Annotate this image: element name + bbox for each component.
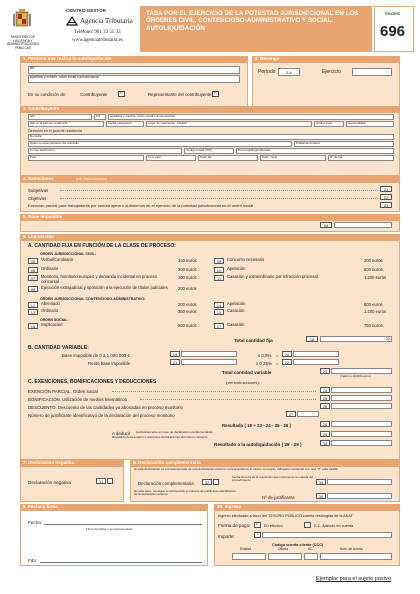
box-29[interactable]: 29 xyxy=(320,431,330,437)
eq1: = xyxy=(276,353,279,358)
amount-code[interactable] xyxy=(254,532,261,538)
base1-field[interactable] xyxy=(181,351,237,357)
agency-name: Agencia Tributaria xyxy=(80,17,133,25)
label: R xyxy=(214,91,217,95)
box-14[interactable]: 14 xyxy=(214,302,224,308)
social-item-16-label: Suplicación xyxy=(41,322,63,327)
contributor-nif[interactable] xyxy=(28,114,92,120)
ministry-name: MINISTERIO DE HACIENDA Y ADMINISTRACIONES PÚBLICAS xyxy=(7,35,39,51)
declarant-name-field[interactable] xyxy=(28,75,240,83)
zip-code[interactable] xyxy=(184,148,234,154)
nationality[interactable] xyxy=(346,121,394,127)
contencioso-heading: ORDEN JURISDICCIONAL CONTENCIOSO-ADMINISTRATIVO: xyxy=(40,297,146,301)
copy-label: Ejemplar para el sujeto pasivo xyxy=(316,576,391,582)
label: País xyxy=(30,155,37,159)
label: Población/Ciudad xyxy=(296,141,320,145)
label: 00 xyxy=(385,336,390,341)
contributor-checkbox[interactable] xyxy=(118,91,125,97)
entity-label: Entidad xyxy=(240,547,251,551)
aeat-logo-icon xyxy=(66,16,78,26)
label: I xyxy=(257,532,258,536)
case-text: En este caso, consigne a continuación el número de justificante identificativo de la declaración anterior xyxy=(134,489,236,497)
label: NIF en el país de residencia xyxy=(30,121,68,125)
box-05[interactable]: 05 xyxy=(28,258,38,264)
period-field[interactable] xyxy=(278,68,300,76)
social-item-17-label: Casación xyxy=(227,322,245,327)
amount-label: Importe: xyxy=(218,534,235,539)
dots xyxy=(60,198,378,199)
label: Código postal (ZIP) xyxy=(186,148,212,152)
eq2: = xyxy=(276,361,279,366)
justif-label: Número de justificante identificativo de la declaración del proceso monitorio xyxy=(28,413,175,418)
total-fixed-label: Total cantidad fija xyxy=(234,338,273,343)
box-26-field[interactable] xyxy=(331,403,392,409)
civil-item-08-label: Ejecución extrajudicial y oposición a la ejecución de títulos judiciales xyxy=(41,285,168,290)
title-block xyxy=(140,6,372,52)
box-02[interactable]: 02 xyxy=(380,194,392,200)
box-27-field[interactable] xyxy=(297,411,319,417)
city[interactable] xyxy=(294,141,394,147)
box-22-field[interactable] xyxy=(293,359,339,365)
year-label: Ejercicio xyxy=(322,69,341,75)
box-26[interactable]: 26 xyxy=(320,403,330,409)
max-note: (máximo 10.000 euros) xyxy=(340,374,371,378)
box-28[interactable]: 28 xyxy=(320,421,330,427)
civil-item-11-label: Casación y extraordinario por infracción procesal xyxy=(227,274,318,279)
website: www.agenciatributaria.es xyxy=(72,38,123,43)
justif-number-label: Nº de justificante xyxy=(262,495,295,500)
box-03[interactable]: 03 xyxy=(380,202,392,208)
phone: Teléfono: 901 33 55 33 xyxy=(74,30,121,35)
box-28-field[interactable] xyxy=(331,421,392,427)
box-25-field[interactable] xyxy=(331,395,392,401)
birth-date[interactable] xyxy=(106,121,144,127)
contributor-fj[interactable] xyxy=(94,114,106,120)
section-2-header: 2. Devengo xyxy=(252,56,400,62)
payment-method-label: Forma de pago: xyxy=(218,523,251,528)
signature-label: Firma del titular o su representante xyxy=(86,527,133,531)
spain-crest-icon xyxy=(10,8,34,32)
cont-item-14-label: Apelación xyxy=(227,301,246,306)
box-09[interactable]: 09 xyxy=(214,258,224,264)
box-08[interactable]: 08 xyxy=(28,286,38,292)
debit-label: E.C. Adeudo en cuenta xyxy=(314,524,354,528)
dc-label: DC xyxy=(308,547,313,551)
box-12[interactable]: 12 xyxy=(28,302,38,308)
section-7-header: 7. Declaración negativa xyxy=(20,460,124,466)
discount-label: DESCUENTO. Descuento de las cantidades ya abonadas en proceso monitorio xyxy=(28,405,183,410)
form-title: TASA POR EL EJERCICIO DE LA POTESTAD JURISDICCIONAL EN LOS ÓRDENES CIVIL, CONTENCIOSO-ADMINISTRATIVO Y SOCIAL. AUTOLIQUIDACIÓN xyxy=(146,10,359,32)
cont-item-15-label: Casación xyxy=(227,308,245,313)
firmness-label: Fecha firmeza de la resolución que incremente la cuantía del procedimiento xyxy=(232,475,314,483)
address-heading: Dirección en el país de residencia xyxy=(28,129,82,133)
representative-checkbox[interactable] xyxy=(212,91,219,97)
box-07[interactable]: 07 xyxy=(28,275,38,281)
cont-item-14-amount: 800 euros xyxy=(364,302,383,307)
label: E xyxy=(256,522,259,526)
email[interactable] xyxy=(28,148,182,154)
result-label: Resultado ( 18 + 23 - 24 - 25 - 26 ) xyxy=(222,423,291,428)
box-24-field[interactable] xyxy=(331,387,392,393)
section-8-header: 8. Declaración complementaria xyxy=(130,460,400,466)
section-9-panel xyxy=(20,510,208,566)
representative-label: Representante del contribuyente xyxy=(148,92,212,97)
civil-item-06-amount: 300 euros xyxy=(178,266,197,272)
label: Nacionalidad xyxy=(348,121,366,125)
civil-item-06-label: Ordinario xyxy=(41,265,59,271)
model-number: 696 xyxy=(380,23,406,40)
civil-item-11-amount: 1.200 euros xyxy=(364,275,387,280)
box-30[interactable]: 30 xyxy=(320,440,330,446)
deduct-label: A deducir xyxy=(112,431,131,436)
section-b-title: B. CANTIDAD VARIABLE: xyxy=(28,345,89,351)
box-16[interactable]: 16 xyxy=(28,323,38,329)
country-code-2[interactable] xyxy=(146,155,196,161)
signed-label: Fdo: xyxy=(28,558,38,563)
dots xyxy=(112,391,316,392)
civil-item-09-label: Concurso necesario xyxy=(227,257,265,262)
label: Apellidos y nombre, razón social o denominación xyxy=(30,75,100,79)
label: Teléf. móvil xyxy=(262,155,278,159)
country-code[interactable] xyxy=(314,121,344,127)
label: R xyxy=(120,91,123,95)
social-item-17-amount: 750 euros xyxy=(364,323,383,328)
label: F/J xyxy=(96,114,101,118)
exemption-label: EXENCIÓN PARCIAL. Orden social xyxy=(28,389,98,394)
label: Apellidos y nombre, razón social o denominación xyxy=(110,114,176,118)
label: Fecha nacimiento xyxy=(108,121,132,125)
model-label: Modelo xyxy=(385,11,401,16)
deduct-note: (exclusivamente en caso de declaración complementaria) xyxy=(136,430,213,434)
label: Correo electrónico xyxy=(30,148,55,152)
section-c-sub: (ver instrucciones): xyxy=(226,380,260,385)
box-01[interactable]: 01 xyxy=(380,186,392,192)
cash-checkbox[interactable] xyxy=(254,522,261,528)
label: Domicilio xyxy=(30,134,43,138)
label: NIF xyxy=(30,66,36,70)
box-30-field[interactable] xyxy=(331,440,392,446)
social-item-16-amount: 500 euros xyxy=(178,323,197,328)
section-3-header: 3. Contribuyente xyxy=(20,106,400,112)
negative-checkbox[interactable] xyxy=(107,478,113,484)
section-9-header: 9. Fecha y firma xyxy=(20,504,208,510)
declarant-nif-field[interactable] xyxy=(28,66,240,74)
label: Teléf. fijo xyxy=(200,155,212,159)
civil-item-05-amount: 150 euros xyxy=(178,258,197,263)
pct2-label: x 0,25% xyxy=(256,361,272,366)
residence-nif[interactable] xyxy=(28,121,104,127)
box-15[interactable]: 15 xyxy=(214,309,224,315)
contributor-name[interactable] xyxy=(108,114,394,120)
civil-item-09-amount: 200 euros xyxy=(364,258,383,263)
section-4-header: 4. Exenciones xyxy=(20,176,400,182)
date-field[interactable] xyxy=(44,524,202,525)
box-18[interactable]: 18 xyxy=(306,336,318,342)
box-21[interactable]: 21 xyxy=(170,359,180,365)
model-box xyxy=(374,6,414,52)
box-06[interactable]: 06 xyxy=(28,267,38,273)
mobile[interactable] xyxy=(260,155,326,161)
amount-field[interactable] xyxy=(262,532,392,538)
debit-checkbox[interactable] xyxy=(304,522,311,528)
year-field[interactable] xyxy=(352,68,392,76)
box-34-field[interactable] xyxy=(327,493,392,499)
section-1-header: 1. Persona que realiza la autoliquidación xyxy=(20,56,248,62)
fax[interactable] xyxy=(328,155,394,161)
cont-item-15-amount: 1.200 euros xyxy=(364,309,387,314)
label: 0 A xyxy=(286,70,292,75)
box-25[interactable]: 25 xyxy=(320,395,330,401)
civil-heading: ORDEN JURISDICCIONAL CIVIL: xyxy=(40,252,96,256)
complementary-checkbox[interactable] xyxy=(213,479,219,485)
box-33[interactable]: 33 xyxy=(316,479,326,485)
signed-field[interactable] xyxy=(40,562,202,563)
exemption-objective: Objetivas xyxy=(28,196,47,201)
social-heading: ORDEN SOCIAL: xyxy=(40,318,69,322)
section-c-title: C. EXENCIONES, BONIFICACIONES Y DEDUCCIONES xyxy=(28,379,157,385)
total-fixed-field[interactable] xyxy=(320,336,392,342)
deduct-note-2: Resultado de la anterior o anteriores declaraciones del mismo concepto xyxy=(112,435,208,439)
complementary-label: Declaración complementaria xyxy=(138,481,194,486)
section-a-title: A. CANTIDAD FIJA EN FUNCIÓN DE LA CLASE DE PROCESO: xyxy=(28,243,176,249)
box-34[interactable]: 34 xyxy=(316,493,326,499)
address-extra[interactable] xyxy=(28,141,292,147)
label: Lugar de nacimiento. Ciudad xyxy=(148,121,187,125)
ccc-label: Código cuenta cliente (CCC) xyxy=(272,543,324,547)
civil-item-10-amount: 800 euros xyxy=(364,266,383,272)
complementary-text: Si esta declaración es complementaria de otra declaración anterior correspondiente al mismo concepto, indíquelo marcando con una "X" esta casilla: xyxy=(134,467,339,471)
label: Código país xyxy=(316,121,333,125)
office-label: Oficina xyxy=(278,547,288,551)
box-23[interactable]: 23 xyxy=(320,368,330,374)
box-13[interactable]: 13 xyxy=(28,309,38,315)
cont-item-13-label: Ordinario xyxy=(41,308,59,313)
box-10[interactable]: 10 xyxy=(214,267,224,273)
box-31[interactable]: 31 xyxy=(96,478,106,484)
label: Cód. país xyxy=(148,155,161,159)
negative-label: Declaración negativa xyxy=(28,480,71,485)
centro-gestor: CENTRO GESTOR xyxy=(66,8,106,13)
date-label: Fecha xyxy=(28,520,41,525)
province[interactable] xyxy=(236,148,394,154)
section-5-header: 5. Base imponible xyxy=(20,214,400,220)
base2-field[interactable] xyxy=(181,359,237,365)
account-label: Núm. de cuenta xyxy=(340,547,363,551)
civil-item-07-label: Monitorio, monitorio europeo y demanda incidental en proceso concursal xyxy=(41,274,157,284)
section-4-sub: (ver instrucciones) xyxy=(76,177,108,181)
exemption-subjective: Subjetivas xyxy=(28,188,49,193)
bank-account[interactable] xyxy=(320,553,392,560)
firmness-field[interactable] xyxy=(327,479,392,485)
label: Provincia/Región/Estado xyxy=(238,148,271,152)
box-20-field[interactable] xyxy=(293,351,339,357)
box-19[interactable]: 19 xyxy=(170,351,180,357)
section-10-header: 10. Ingreso xyxy=(214,504,400,510)
box-17[interactable]: 17 xyxy=(214,323,224,329)
contributor-label: Contribuyente xyxy=(80,92,108,97)
label: Datos complementarios del domicilio xyxy=(30,141,79,145)
bank-office[interactable] xyxy=(268,553,302,560)
domicile[interactable] xyxy=(28,134,394,140)
dots xyxy=(60,190,378,191)
section-6-header: 6. Liquidación xyxy=(20,234,400,240)
civil-item-08-amount: 200 euros xyxy=(178,286,197,291)
bank-dc[interactable] xyxy=(304,553,318,560)
civil-item-05-label: Verbal/Cambiario xyxy=(41,257,74,262)
final-result-label: Resultado a la autoliquidación ( 28 - 29 ) xyxy=(214,442,302,447)
cash-label: En efectivo xyxy=(264,524,283,528)
cont-item-13-amount: 350 euros xyxy=(178,309,197,314)
cont-item-12-label: Abreviado xyxy=(41,301,60,306)
box-32[interactable]: 32 xyxy=(202,479,212,485)
dots xyxy=(140,399,316,400)
bank-entity[interactable] xyxy=(232,553,266,560)
header xyxy=(6,6,414,60)
condition-label: En su condición de: xyxy=(28,92,67,97)
payment-intro: Ingreso efectuado a favor del TESORO PÚBLICO cuenta restringida de la AEAT xyxy=(218,514,353,518)
base1-label: Base imponible de 0 a 1.000.000 € xyxy=(62,353,130,358)
civil-item-07-amount: 100 euros xyxy=(178,275,197,280)
birth-place[interactable] xyxy=(146,121,312,127)
box-29-field[interactable] xyxy=(331,431,392,437)
box-11[interactable]: 11 xyxy=(214,275,224,281)
box-04[interactable]: 04 xyxy=(320,222,332,228)
label: Nº de fax xyxy=(330,155,343,159)
box-27[interactable]: 27 xyxy=(286,411,296,417)
base-field[interactable] xyxy=(334,222,392,228)
landline[interactable] xyxy=(198,155,258,161)
label: NIF xyxy=(30,114,35,118)
bonus-label: BONIFICACIÓN. Utilización de medios telemáticos xyxy=(28,397,128,402)
box-22[interactable]: 22 xyxy=(282,359,292,365)
box-24[interactable]: 24 xyxy=(320,387,330,393)
period-label: Período xyxy=(258,69,276,75)
pct1-label: x 0,5% xyxy=(258,353,272,358)
box-20[interactable]: 20 xyxy=(282,351,292,357)
exemption-partial: Exención parcial para trabajadores por cuenta ajena o autónomos en el ejercicio de la potestad jurisdiccional en el orden social xyxy=(28,203,254,208)
civil-item-10-label: Apelación xyxy=(227,265,246,271)
country[interactable] xyxy=(28,155,144,161)
base2-label: Resto base imponible xyxy=(88,361,131,366)
total-variable-label: Total cantidad variable xyxy=(222,370,272,375)
cont-item-12-amount: 200 euros xyxy=(178,302,197,307)
